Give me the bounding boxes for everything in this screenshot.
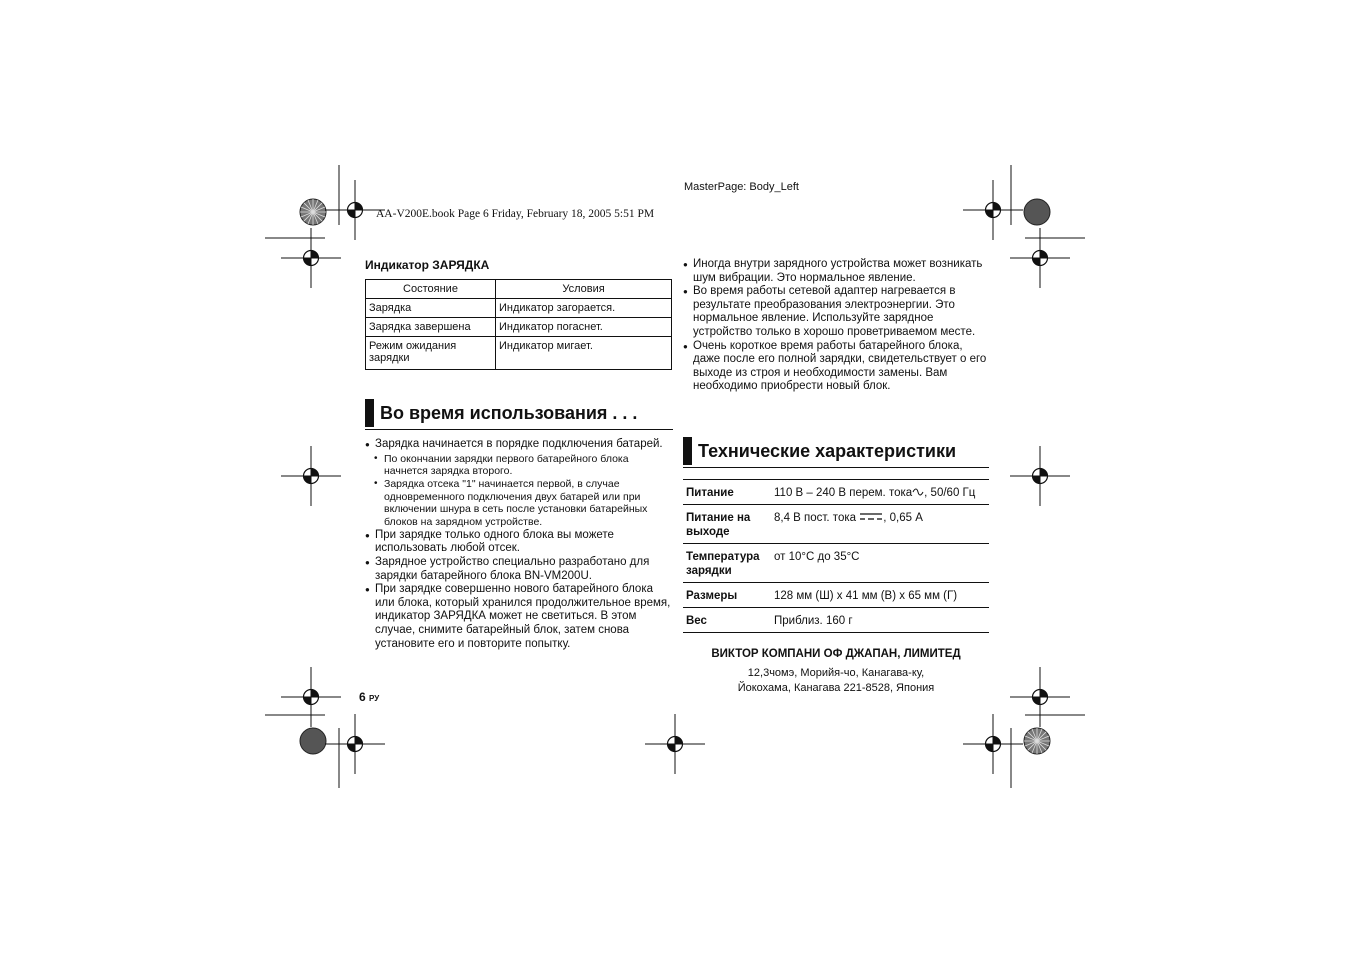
table-row (683, 583, 989, 608)
master-page-label: MasterPage: Body_Left (684, 181, 799, 193)
table-cell: Индикатор погаснет. (496, 318, 672, 337)
list-item: ● Во время работы сетевой адаптер нагревается в результате преобразования электроэнергии. Это нормальное явление. Используйте зарядное устройство только в хорошо проветриваемом месте. (683, 285, 988, 339)
usage-heading (365, 399, 673, 430)
list-item: ● Зарядное устройство специально разработано для зарядки батарейного блока BN-VM200U. (365, 556, 673, 583)
usage-section (365, 399, 673, 651)
spec-value: Приблиз. 160 г (771, 608, 989, 633)
indicator-title: Индикатор ЗАРЯДКА (365, 258, 490, 272)
page-number-value: 6 (359, 690, 366, 704)
spec-value (771, 505, 989, 544)
dc-symbol-icon (859, 512, 883, 521)
table-header-row (366, 280, 672, 299)
indicator-table (365, 279, 672, 370)
table-cell: Индикатор загорается. (496, 299, 672, 318)
spec-label: Температура зарядки (683, 544, 771, 583)
list-item: • По окончании зарядки первого батарейного блока начнется зарядка второго. (365, 453, 673, 478)
indicator-section (365, 258, 673, 370)
table-row (366, 337, 672, 370)
list-item: ● При зарядке только одного блока вы можете использовать любой отсек. (365, 529, 673, 556)
spec-value-text: 8,4 В пост. тока (774, 512, 857, 524)
list-item: • Зарядка отсека "1" начинается первой, в случае одновременного подключения двух батарей или при включении шнура в сеть после установки батарейных блоков на зарядном устройстве. (365, 478, 673, 529)
table-cell: Индикатор мигает. (496, 337, 672, 370)
spec-value-text: 110 В – 240 В перем. тока (774, 487, 913, 499)
table-row (683, 544, 989, 583)
spec-label: Питание на выходе (683, 505, 771, 544)
page-number (359, 690, 379, 704)
spec-label: Размеры (683, 583, 771, 608)
heading-bar (683, 437, 692, 465)
usage-list (365, 438, 673, 651)
spec-value: от 10°C до 35°C (771, 544, 989, 583)
column-header: Состояние (366, 280, 496, 299)
column-header: Условия (496, 280, 672, 299)
spec-value (771, 480, 989, 505)
table-row (683, 480, 989, 505)
spec-value-text: , 0,65 А (883, 512, 923, 524)
company-address-line: Йокохама, Канагава 221-8528, Япония (737, 682, 935, 694)
table-row (683, 505, 989, 544)
page-lang: РУ (369, 694, 380, 703)
heading-bar (365, 399, 374, 427)
company-name: ВИКТОР КОМПАНИ ОФ ДЖАПАН, ЛИМИТЕД (711, 648, 961, 660)
table-cell: Зарядка (366, 299, 496, 318)
company-address-line: 12,3чомэ, Морийя-чо, Канагава-ку, (747, 667, 925, 679)
notes-list (683, 258, 988, 394)
table-cell: Режим ожидания зарядки (366, 337, 496, 370)
table-cell: Зарядка завершена (366, 318, 496, 337)
table-row (366, 318, 672, 337)
specs-heading (683, 437, 989, 468)
list-item: ● Очень короткое время работы батарейного блока, даже после его полной зарядки, свидетельствует о его выходе из строя и необходимости замены. Вам необходимо приобрести новый блок. (683, 340, 988, 394)
list-item: ● Иногда внутри зарядного устройства может возникать шум вибрации. Это нормальное явление. (683, 258, 988, 285)
spec-value: 128 мм (Ш) x 41 мм (В) x 65 мм (Г) (771, 583, 989, 608)
company-block (651, 648, 1021, 696)
list-item: ● Зарядка начинается в порядке подключения батарей. (365, 438, 673, 452)
spec-label: Питание (683, 480, 771, 505)
table-row (366, 299, 672, 318)
usage-title: Во время использования . . . (380, 403, 638, 423)
specs-table (683, 479, 989, 633)
spec-label: Вес (683, 608, 771, 633)
spec-value-text: , 50/60 Гц (924, 487, 976, 499)
ac-symbol-icon (912, 488, 924, 496)
list-item: ● При зарядке совершенно нового батарейного блока или блока, который хранился продолжительное время, индикатор ЗАРЯДКА может не светиться. В этом случае, снимите батарейный блок, затем снова установите его и повторите попытку. (365, 583, 673, 651)
specs-title: Технические характеристики (698, 441, 957, 461)
specs-section (683, 437, 989, 633)
print-info: AA-V200E.book Page 6 Friday, February 18, 2005 5:51 PM (376, 208, 655, 220)
table-row (683, 608, 989, 633)
